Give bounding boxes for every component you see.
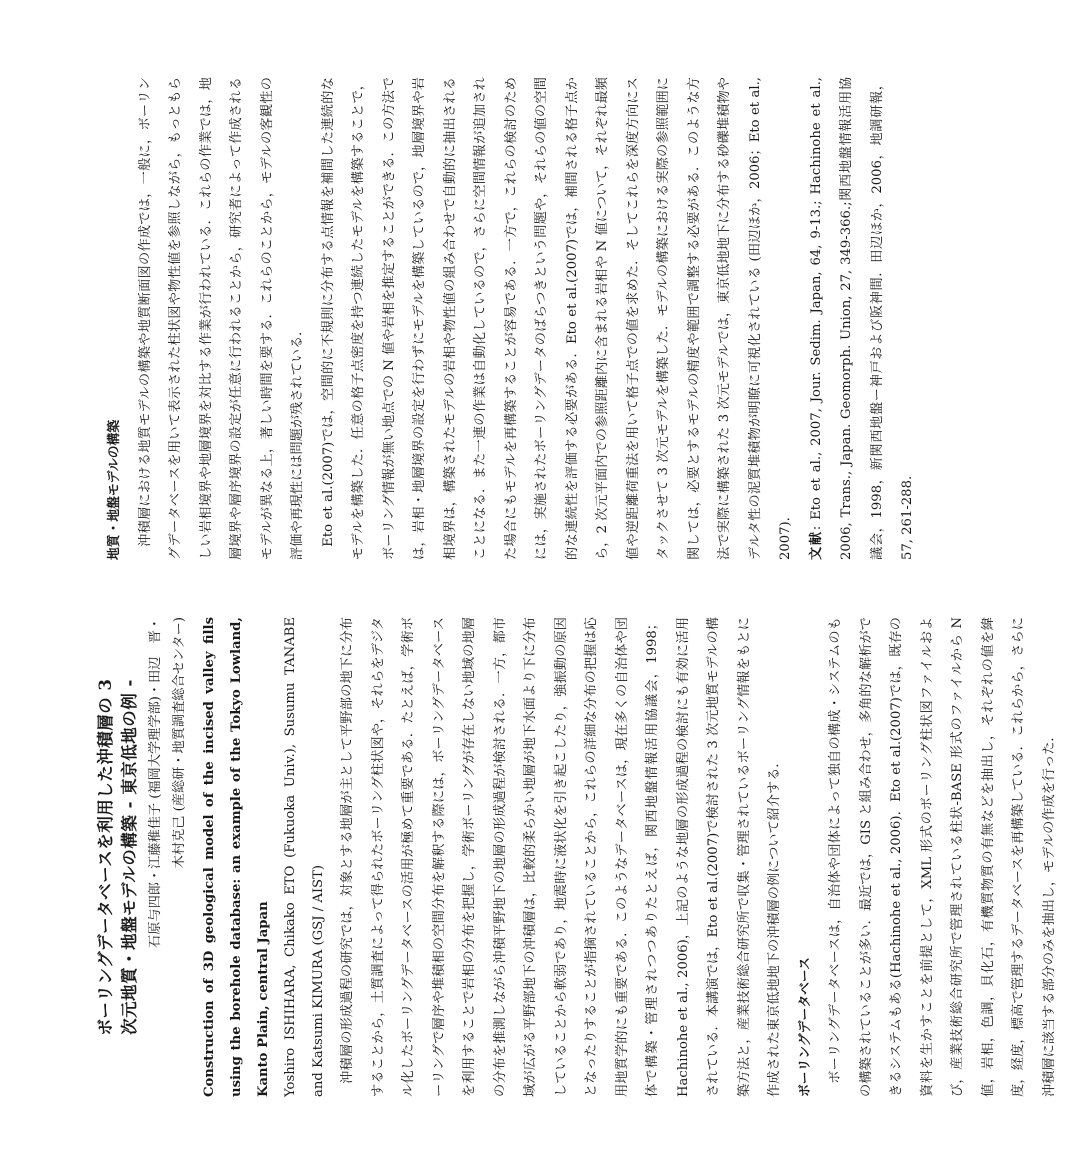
model-paragraph-1: 沖積層における地質モデルの構築や地質断面図の作成では，一般に，ボーリングデータベースを用いて表示された柱状図や物性値を参照しながら，もっともらしい岩相境界や地層境界を対比する作業が行われている．これらの作業では，地層境界や層序境界の設定が任意に行われることから，研究者によって作成されるモデルが異なる上，著しい時間を要する．これらのことから，モデルの客観性の評価や再現性には問題が残されている． [137, 77, 305, 560]
page-title [94, 617, 142, 1097]
title-line-2: 次元地質・地盤モデルの構築 - 東京低地の例 - [120, 679, 139, 1035]
authors [144, 617, 192, 1097]
title-line-1: ボーリングデータベースを利用した沖積層の 3 [96, 678, 115, 1036]
section-heading-model: 地質・地盤モデルの構築 [107, 419, 122, 560]
authors-line-1: 石原与四郎・江藤稚佳子 (福岡大学理学部)・田辺 晋・ [148, 617, 163, 948]
left-column [96, 617, 1057, 1097]
references-text: : Eto et al., 2007, Jour. Sedim. Japan, 64, 9-13.; Hachinohe et al., 2006, Trans., Japan. Geomorph. Union, 27, 349-366.;関西地盤情報活用協議会，1998，新関西地盤ー神戸および阪神間．田辺ほか，2006，地調研報，57, 261-288. [808, 77, 915, 560]
authors-line-2: 木村克己 (産総研・地質調査総合センター) [172, 617, 187, 869]
english-authors: Yoshiro ISHIHARA, Chikako ETO (Fukuoka Univ.), Susumu TANABE and Katsumi KIMURA (GSJ / AIST) [283, 617, 326, 1097]
right-column [100, 77, 915, 560]
section-heading-borehole-db: ボーリングデータベース [797, 957, 813, 1097]
english-title: Construction of 3D geological model of the incised valley fills using the borehole database: an example of the Tokyo Lowland, Kanto Plain, central Japan [202, 617, 271, 1097]
references-label: 文献 [808, 530, 824, 560]
intro-paragraph: 沖積層の形成過程の研究では，対象とする地層が主として平野部の地下に分布することから，土質調査によって得られたボーリング柱状図や，それらをデジタル化したボーリングデータベースの活用が極めて重要である．たとえば，学術ボーリングで層序や堆積相の空間分布を解釈する際には，ボーリングデータベースを利用することで岩相の分布を把握し，学術ボーリングが存在しない地域の地層の分布を推測しながら沖積平野地下の地層の形成過程が検討される．一方，都市域が広がる平野部地下の沖積層は，比較的柔らかい地層が地下水面より下に分布していることから軟弱であり，地震時に液状化を引き起こしたり，強振動の原因となったりすることが指摘されていることから，これらの詳細な分布の把握は応用地質学的にも重要である．このようなデータベースは，現在多くの自治体や団体で構築・管理されつつありたとえば，関西地盤情報活用協議会，1998；Hachinohe et al., 2006)，上記のような地層の形成過程の検討にも有効に活用されている．本講演では，Eto et al.(2007)で検討された 3 次元地質モデルの構築方法と，産業技術総合研究所で収集・管理されているボーリング情報をもとに作成された東京低地地下の沖積層の例について紹介する． [340, 617, 782, 1097]
model-paragraph-2: Eto et al.(2007)では，空間的に不規則に分布する点情報を補間した連続的なモデルを構築した．任意の格子点密度を持つ連続したモデルを構築することで，ボーリング情報が無い地点での N 値や岩相を推定することができる．この方法では，岩相・地層境界の設定を行わずにモデルを構築しているので，地層境界や岩相境界は，構築されたモデルの岩相や物性値の組み合わせで自動的に抽出されることになる．また一連の作業は自動化しているので，さらに空間情報が追加された場合にもモデルを再構築することが容易である．一方で，これらの検討のためには，実施されたボーリングデータのばらつきという問題や，それらの値の空間的な連続性を評価する必要がある．Eto et al.(2007)では，補間される格子点から，2 次元平面内での参照距離内に含まれる岩相や N 値について，それぞれ最頻値や逆距離荷重法を用いて格子点での値を求めた．そしてこれらを深度方向にスタックさせて 3 次元モデルを構築した．モデルの構築における実際の参照範囲に関しては，必要とするモデルの精度や範囲で調整する必要がある．このような方法で実際に構築された 3 次元モデルでは，東京低地地下に分布する砂礫堆積物やデルタ性の泥質堆積物が明瞭に可視化されている (田辺ほか，2006；Eto et al., 2007)． [320, 77, 793, 560]
borehole-paragraph: ボーリングデータベースは，自治体や団体によって独自の構成・システムのもの構築されていることが多い．最近では，GIS と組み合わせ，多角的な解析ができるシステムもある(Hachinohe et al., 2006)．Eto et al.(2007)では，既存の資料を生かすことを前提として，XML 形式のボーリング柱状図ファイルおよび，産業技術総合研究所で管理されている柱状-BASE 形式のファイルから N 値，岩相，色調，貝化石，有機質物質の有無などを抽出し，それぞれの値を緯度，経度，標高で管理するデータベースを再構築している．これらから，さらに沖積層に該当する部分のみを抽出し，モデルの作成を行った． [828, 617, 1057, 1097]
references [802, 77, 924, 560]
